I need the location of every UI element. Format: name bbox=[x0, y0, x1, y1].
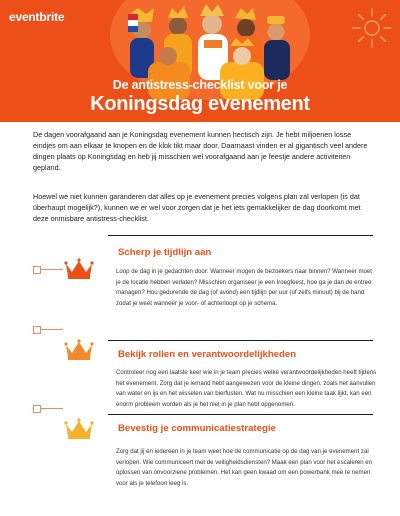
intro-paragraph-2: Hoewel we niet kunnen garanderen dat alles op je evenement precies volgens plan zal verlopen (is dat überhaupt mogelijk?), kunnen we er wel voor zorgen dat je het iets gemakkelijker de dag doorkomt met deze onmisbare antistress-checklist. bbox=[33, 192, 361, 223]
checklist-item-text: Controleer nog een laatste keer wie in je team precies welke verantwoordelijkheden heeft tijdens het evenement. Zorg dat je iemand hebt aangewezen voor de kleine dingen, zoals het aanvullen van water en ijs en het wisselen van bierfusten. Wat nu misschien een kleine taak lijkt, kan een enorm probleem worden als je het niet in je plan hebt opgenomen. bbox=[116, 369, 377, 408]
checklist-item-title: Bevestig je communicatiestrategie bbox=[118, 423, 276, 434]
checklist-checkbox[interactable] bbox=[33, 266, 41, 274]
checklist-item-text: Loop de dag in je gedachten door: Wanneer mogen de bezoekers naar binnen? Wanneer moet je de locatie hebben verlaten? Misschien organiseer je een Iroegfeest, hoe ga je dan de entree managen? Hou gedurende de dag (of avond) een tijdlijn per uur (of zelfs minuut) bij de hand zodat je weet wanneer je voor- of achterloopt op je schema. bbox=[116, 268, 372, 307]
checklist-item-title: Scherp je tijdlijn aan bbox=[118, 247, 212, 258]
connector-line bbox=[41, 329, 63, 330]
connector-line bbox=[41, 408, 63, 409]
section-divider bbox=[108, 235, 373, 236]
checklist-item-text: Zorg dat jij en iedereen in je team weet hoe de communicatie op de dag van je evenement zal verlopen. Wie communiceert met de veiligheidsdiensten? Maak een plan voor het escaleren en oplossen van onvoorziene problemen. Het kan geen kwaad om een powerbank mee te nemen voor als je telefoon leeg is. bbox=[116, 448, 373, 487]
connector-line bbox=[41, 269, 63, 270]
intro-paragraph-1: De dagen voorafgaand aan je Koningsdag evenement kunnen hectisch zijn. Je hebt miljoenen losse eindjes om aan elkaar te knopen en de klok tikt maar door. Daarnaast vinden er al gigantisch veel andere dingen plaats op Koningsdag en heb jij misschien wel voorafgaand aan je feestje andere activiteiten gepland. bbox=[33, 130, 368, 172]
sun-icon bbox=[350, 6, 394, 50]
section-divider bbox=[108, 340, 373, 341]
crown-icon bbox=[64, 418, 94, 440]
checklist-checkbox[interactable] bbox=[33, 405, 41, 413]
section-divider bbox=[108, 414, 373, 415]
crown-icon bbox=[64, 339, 94, 361]
checklist-checkbox[interactable] bbox=[33, 326, 41, 334]
checklist-item-title: Bekijk rollen en verantwoordelijkheden bbox=[118, 349, 297, 360]
hero-title: Koningsdag evenement bbox=[90, 93, 310, 115]
crown-icon bbox=[64, 258, 94, 280]
eventbrite-logo[interactable]: eventbrite bbox=[9, 10, 65, 24]
hero-banner bbox=[0, 0, 400, 122]
hero-subtitle: De antistress-checklist voor je bbox=[112, 78, 288, 92]
